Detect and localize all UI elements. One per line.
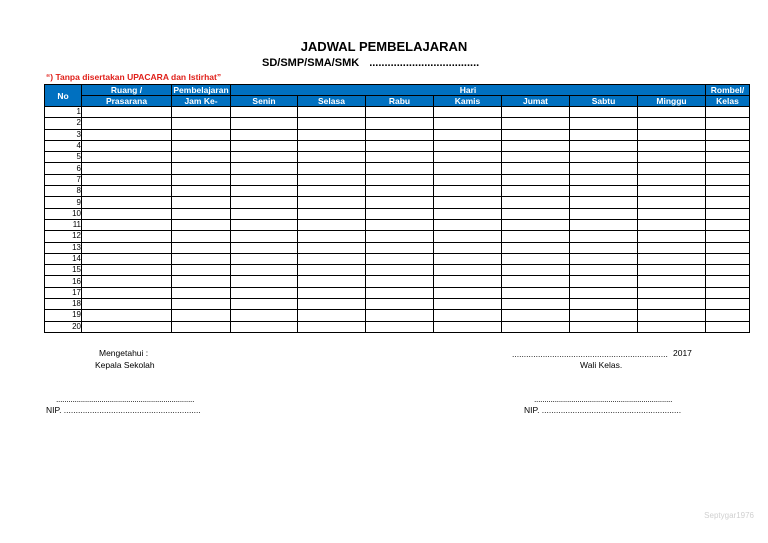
schedule-cell[interactable]: [570, 208, 638, 219]
schedule-cell[interactable]: [231, 253, 298, 264]
table-row: [45, 287, 750, 298]
schedule-cell[interactable]: [298, 242, 366, 253]
schedule-cell[interactable]: [298, 118, 366, 129]
schedule-cell[interactable]: [570, 140, 638, 151]
schedule-cell[interactable]: [638, 219, 706, 230]
header-day-rabu: Rabu: [366, 96, 434, 107]
schedule-cell[interactable]: [570, 276, 638, 287]
school-level: SD/SMP/SMA/SMK: [262, 57, 360, 69]
row-number: 8: [45, 186, 82, 197]
schedule-cell[interactable]: [298, 163, 366, 174]
table-row: [45, 152, 750, 163]
schedule-cell[interactable]: [298, 197, 366, 208]
schedule-cell[interactable]: [502, 174, 570, 185]
schedule-cell[interactable]: [298, 310, 366, 321]
schedule-cell[interactable]: [638, 186, 706, 197]
schedule-cell[interactable]: [706, 321, 750, 332]
schedule-cell[interactable]: [706, 242, 750, 253]
header-day-selasa: Selasa: [298, 96, 366, 107]
schedule-cell[interactable]: [502, 140, 570, 151]
schedule-cell[interactable]: [366, 219, 434, 230]
row-number: 19: [45, 310, 82, 321]
schedule-cell[interactable]: [231, 219, 298, 230]
row-number: 16: [45, 276, 82, 287]
schedule-cell[interactable]: [706, 276, 750, 287]
schedule-cell[interactable]: [502, 197, 570, 208]
table-row: [45, 197, 750, 208]
schedule-cell[interactable]: [502, 276, 570, 287]
schedule-cell[interactable]: [434, 265, 502, 276]
wali-name-line: ...................................................................: [534, 394, 673, 404]
schedule-cell[interactable]: [502, 163, 570, 174]
schedule-cell[interactable]: [570, 253, 638, 264]
row-number: 5: [45, 152, 82, 163]
schedule-cell[interactable]: [231, 174, 298, 185]
schedule-cell[interactable]: [706, 186, 750, 197]
schedule-cell[interactable]: [231, 321, 298, 332]
watermark: Septygar1976: [704, 511, 754, 520]
note-text: “) Tanpa disertakan UPACARA dan Istirhat”: [46, 72, 222, 82]
schedule-cell[interactable]: [638, 152, 706, 163]
schedule-cell[interactable]: [434, 219, 502, 230]
kepala-sekolah-label: Kepala Sekolah: [95, 360, 155, 370]
schedule-cell[interactable]: [298, 276, 366, 287]
schedule-table: [44, 84, 750, 333]
schedule-cell[interactable]: [638, 310, 706, 321]
schedule-cell[interactable]: [82, 276, 172, 287]
schedule-cell[interactable]: [502, 219, 570, 230]
kepala-nip: NIP. ..........................................................: [46, 405, 201, 415]
schedule-cell[interactable]: [502, 208, 570, 219]
schedule-cell[interactable]: [502, 265, 570, 276]
schedule-cell[interactable]: [502, 321, 570, 332]
schedule-cell[interactable]: [638, 140, 706, 151]
table-row: [45, 174, 750, 185]
table-row: [45, 208, 750, 219]
schedule-cell[interactable]: [434, 152, 502, 163]
schedule-cell[interactable]: [172, 129, 231, 140]
table-row: [45, 140, 750, 151]
table-row: [45, 321, 750, 332]
schedule-cell[interactable]: [434, 299, 502, 310]
schedule-cell[interactable]: [82, 208, 172, 219]
schedule-cell[interactable]: [434, 140, 502, 151]
schedule-cell[interactable]: [366, 107, 434, 118]
schedule-cell[interactable]: [366, 174, 434, 185]
schedule-cell[interactable]: [82, 186, 172, 197]
schedule-cell[interactable]: [82, 140, 172, 151]
schedule-cell[interactable]: [706, 152, 750, 163]
row-number: 17: [45, 287, 82, 298]
schedule-cell[interactable]: [638, 163, 706, 174]
schedule-cell[interactable]: [82, 129, 172, 140]
schedule-cell[interactable]: [82, 321, 172, 332]
schedule-cell[interactable]: [706, 118, 750, 129]
schedule-cell[interactable]: [502, 107, 570, 118]
row-number: 10: [45, 208, 82, 219]
schedule-cell[interactable]: [434, 186, 502, 197]
schedule-cell[interactable]: [366, 253, 434, 264]
schedule-cell[interactable]: [366, 299, 434, 310]
schedule-cell[interactable]: [570, 107, 638, 118]
schedule-cell[interactable]: [366, 276, 434, 287]
schedule-cell[interactable]: [298, 129, 366, 140]
schedule-cell[interactable]: [172, 152, 231, 163]
schedule-cell[interactable]: [172, 208, 231, 219]
schedule-cell[interactable]: [366, 129, 434, 140]
schedule-cell[interactable]: [172, 310, 231, 321]
schedule-cell[interactable]: [706, 310, 750, 321]
schedule-cell[interactable]: [502, 231, 570, 242]
schedule-cell[interactable]: [502, 310, 570, 321]
schedule-cell[interactable]: [231, 152, 298, 163]
schedule-cell[interactable]: [82, 287, 172, 298]
table-row: [45, 219, 750, 230]
schedule-cell[interactable]: [366, 118, 434, 129]
header-ruang: Ruang /: [82, 85, 172, 96]
schedule-cell[interactable]: [231, 197, 298, 208]
schedule-cell[interactable]: [570, 129, 638, 140]
schedule-cell[interactable]: [434, 253, 502, 264]
schedule-cell[interactable]: [706, 129, 750, 140]
table-row: [45, 118, 750, 129]
schedule-cell[interactable]: [570, 174, 638, 185]
schedule-cell[interactable]: [570, 310, 638, 321]
schedule-cell[interactable]: [638, 174, 706, 185]
schedule-cell[interactable]: [172, 299, 231, 310]
schedule-cell[interactable]: [172, 197, 231, 208]
schedule-cell[interactable]: [298, 107, 366, 118]
schedule-cell[interactable]: [434, 231, 502, 242]
school-name-blank: ....................................: [369, 57, 480, 69]
schedule-cell[interactable]: [706, 197, 750, 208]
schedule-cell[interactable]: [434, 310, 502, 321]
schedule-cell[interactable]: [172, 163, 231, 174]
schedule-cell[interactable]: [231, 208, 298, 219]
schedule-cell[interactable]: [231, 163, 298, 174]
schedule-cell[interactable]: [434, 163, 502, 174]
schedule-cell[interactable]: [638, 118, 706, 129]
schedule-cell[interactable]: [298, 287, 366, 298]
table-row: [45, 242, 750, 253]
row-number: 1: [45, 107, 82, 118]
schedule-cell[interactable]: [231, 140, 298, 151]
schedule-cell[interactable]: [82, 253, 172, 264]
schedule-cell[interactable]: [570, 321, 638, 332]
schedule-cell[interactable]: [706, 219, 750, 230]
schedule-cell[interactable]: [231, 310, 298, 321]
schedule-cell[interactable]: [172, 140, 231, 151]
schedule-cell[interactable]: [366, 152, 434, 163]
schedule-cell[interactable]: [231, 118, 298, 129]
kepala-name-line: ...................................................................: [56, 394, 195, 404]
schedule-cell[interactable]: [502, 242, 570, 253]
schedule-cell[interactable]: [231, 186, 298, 197]
schedule-cell[interactable]: [434, 118, 502, 129]
schedule-cell[interactable]: [570, 242, 638, 253]
mengetahui-label: Mengetahui :: [99, 348, 149, 358]
schedule-cell[interactable]: [570, 186, 638, 197]
schedule-cell[interactable]: [638, 129, 706, 140]
schedule-cell[interactable]: [82, 152, 172, 163]
row-number: 15: [45, 265, 82, 276]
schedule-cell[interactable]: [366, 140, 434, 151]
schedule-cell[interactable]: [502, 152, 570, 163]
schedule-cell[interactable]: [638, 321, 706, 332]
schedule-cell[interactable]: [638, 231, 706, 242]
schedule-cell[interactable]: [434, 287, 502, 298]
row-number: 13: [45, 242, 82, 253]
schedule-cell[interactable]: [82, 310, 172, 321]
schedule-cell[interactable]: [366, 186, 434, 197]
schedule-cell[interactable]: [298, 321, 366, 332]
schedule-cell[interactable]: [570, 231, 638, 242]
schedule-cell[interactable]: [434, 197, 502, 208]
schedule-cell[interactable]: [172, 265, 231, 276]
schedule-cell[interactable]: [638, 253, 706, 264]
schedule-cell[interactable]: [82, 219, 172, 230]
schedule-cell[interactable]: [434, 276, 502, 287]
row-number: 3: [45, 129, 82, 140]
schedule-cell[interactable]: [502, 287, 570, 298]
schedule-cell[interactable]: [706, 174, 750, 185]
schedule-cell[interactable]: [298, 208, 366, 219]
header-pembelajaran: Pembelajaran: [173, 85, 229, 95]
date-year: 2017: [673, 348, 692, 358]
table-row: [45, 163, 750, 174]
schedule-cell[interactable]: [706, 107, 750, 118]
schedule-cell[interactable]: [366, 310, 434, 321]
row-number: 12: [45, 231, 82, 242]
schedule-cell[interactable]: [502, 118, 570, 129]
wali-kelas-label: Wali Kelas.: [580, 360, 623, 370]
schedule-cell[interactable]: [706, 253, 750, 264]
schedule-cell[interactable]: [638, 287, 706, 298]
schedule-cell[interactable]: [638, 265, 706, 276]
wali-nip: NIP. ...........................................................: [524, 405, 682, 415]
schedule-cell[interactable]: [298, 231, 366, 242]
schedule-cell[interactable]: [298, 152, 366, 163]
schedule-cell[interactable]: [570, 265, 638, 276]
schedule-cell[interactable]: [172, 253, 231, 264]
schedule-cell[interactable]: [231, 242, 298, 253]
schedule-cell[interactable]: [638, 197, 706, 208]
schedule-cell[interactable]: [231, 276, 298, 287]
header-prasarana: Prasarana: [82, 96, 172, 107]
schedule-cell[interactable]: [366, 231, 434, 242]
table-row: [45, 253, 750, 264]
schedule-cell[interactable]: [231, 231, 298, 242]
schedule-cell[interactable]: [298, 186, 366, 197]
schedule-cell[interactable]: [82, 242, 172, 253]
schedule-cell[interactable]: [231, 129, 298, 140]
header-day-kamis: Kamis: [434, 96, 502, 107]
schedule-cell[interactable]: [706, 287, 750, 298]
schedule-cell[interactable]: [434, 129, 502, 140]
row-number: 7: [45, 174, 82, 185]
row-number: 20: [45, 321, 82, 332]
schedule-cell[interactable]: [638, 107, 706, 118]
schedule-cell[interactable]: [366, 242, 434, 253]
schedule-cell[interactable]: [82, 107, 172, 118]
schedule-cell[interactable]: [502, 129, 570, 140]
header-jam: Jam Ke-: [172, 96, 231, 107]
schedule-cell[interactable]: [231, 107, 298, 118]
schedule-cell[interactable]: [82, 197, 172, 208]
table-row: [45, 107, 750, 118]
table-row: [45, 299, 750, 310]
schedule-cell[interactable]: [172, 242, 231, 253]
schedule-cell[interactable]: [172, 231, 231, 242]
schedule-cell[interactable]: [298, 299, 366, 310]
row-number: 2: [45, 118, 82, 129]
schedule-cell[interactable]: [706, 231, 750, 242]
schedule-cell[interactable]: [570, 287, 638, 298]
row-number: 9: [45, 197, 82, 208]
table-row: [45, 310, 750, 321]
schedule-cell[interactable]: [434, 174, 502, 185]
schedule-cell[interactable]: [172, 219, 231, 230]
schedule-cell[interactable]: [366, 208, 434, 219]
header-day-minggu: Minggu: [638, 96, 706, 107]
schedule-cell[interactable]: [172, 276, 231, 287]
schedule-cell[interactable]: [366, 163, 434, 174]
schedule-cell[interactable]: [570, 219, 638, 230]
header-day-jumat: Jumat: [502, 96, 570, 107]
schedule-cell[interactable]: [502, 253, 570, 264]
schedule-cell[interactable]: [638, 242, 706, 253]
header-day-senin: Senin: [231, 96, 298, 107]
schedule-cell[interactable]: [298, 219, 366, 230]
schedule-cell[interactable]: [706, 163, 750, 174]
school-level-line: [262, 57, 479, 69]
schedule-cell[interactable]: [638, 208, 706, 219]
schedule-cell[interactable]: [172, 321, 231, 332]
schedule-cell[interactable]: [82, 163, 172, 174]
schedule-cell[interactable]: [172, 186, 231, 197]
schedule-cell[interactable]: [298, 174, 366, 185]
schedule-cell[interactable]: [570, 299, 638, 310]
row-number: 18: [45, 299, 82, 310]
schedule-cell[interactable]: [570, 118, 638, 129]
table-row: [45, 231, 750, 242]
row-number: 11: [45, 219, 82, 230]
schedule-cell[interactable]: [366, 197, 434, 208]
schedule-cell[interactable]: [298, 253, 366, 264]
row-number: 6: [45, 163, 82, 174]
schedule-cell[interactable]: [82, 118, 172, 129]
table-row: [45, 129, 750, 140]
schedule-cell[interactable]: [172, 174, 231, 185]
table-row: [45, 276, 750, 287]
header-rombel: Rombel/: [706, 85, 750, 96]
schedule-cell[interactable]: [706, 208, 750, 219]
schedule-cell[interactable]: [638, 276, 706, 287]
header-day-sabtu: Sabtu: [570, 96, 638, 107]
schedule-cell[interactable]: [706, 299, 750, 310]
table-row: [45, 186, 750, 197]
schedule-cell[interactable]: [570, 152, 638, 163]
schedule-cell[interactable]: [366, 287, 434, 298]
schedule-cell[interactable]: [366, 321, 434, 332]
schedule-cell[interactable]: [570, 197, 638, 208]
schedule-cell[interactable]: [172, 107, 231, 118]
schedule-cell[interactable]: [434, 321, 502, 332]
schedule-cell[interactable]: [231, 287, 298, 298]
date-blank: ..................................................................: [512, 349, 668, 359]
schedule-cell[interactable]: [434, 242, 502, 253]
schedule-cell[interactable]: [82, 265, 172, 276]
schedule-cell[interactable]: [434, 107, 502, 118]
schedule-cell[interactable]: [434, 208, 502, 219]
row-number: 14: [45, 253, 82, 264]
schedule-cell[interactable]: [366, 265, 434, 276]
header-hari: Hari: [231, 85, 706, 96]
page-title: JADWAL PEMBELAJARAN: [300, 39, 468, 54]
schedule-cell[interactable]: [638, 299, 706, 310]
schedule-cell[interactable]: [172, 118, 231, 129]
schedule-cell[interactable]: [298, 140, 366, 151]
table-row: [45, 265, 750, 276]
schedule-cell[interactable]: [231, 265, 298, 276]
schedule-cell[interactable]: [82, 174, 172, 185]
schedule-cell[interactable]: [298, 265, 366, 276]
schedule-cell[interactable]: [172, 287, 231, 298]
schedule-cell[interactable]: [502, 299, 570, 310]
row-number: 4: [45, 140, 82, 151]
header-kelas: Kelas: [706, 96, 750, 107]
schedule-cell[interactable]: [231, 299, 298, 310]
schedule-cell[interactable]: [570, 163, 638, 174]
schedule-cell[interactable]: [706, 265, 750, 276]
header-no: No: [45, 85, 82, 107]
schedule-cell[interactable]: [82, 299, 172, 310]
schedule-cell[interactable]: [82, 231, 172, 242]
schedule-cell[interactable]: [706, 140, 750, 151]
schedule-cell[interactable]: [502, 186, 570, 197]
